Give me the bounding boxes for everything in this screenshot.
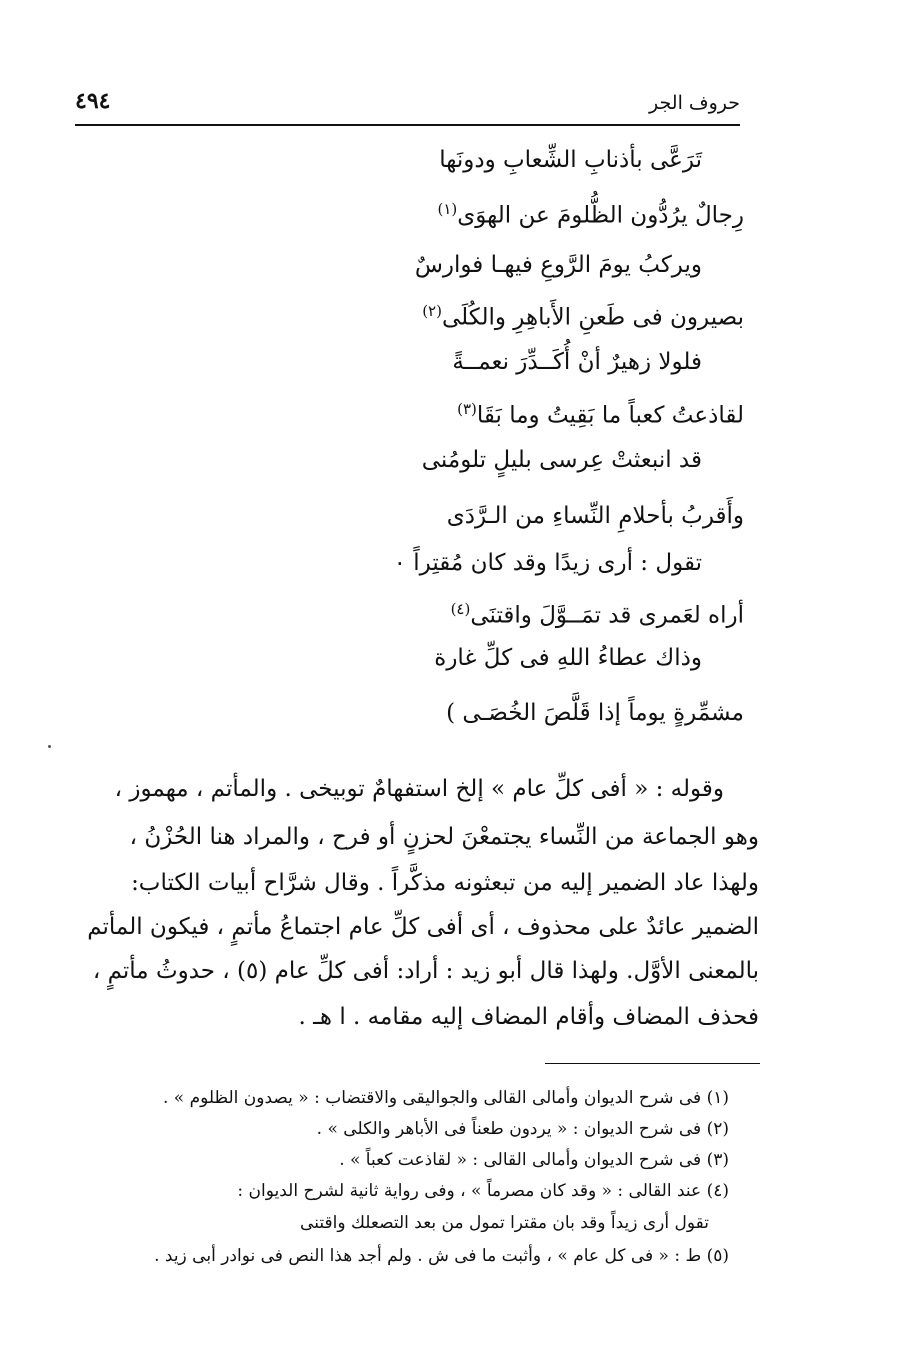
paragraph-line: فحذف المضاف وأقام المضاف إليه مقامه . ا هـ . bbox=[298, 1004, 759, 1030]
verse-text: بصيرون فى طَعنِ الأَباهِرِ والكُلَى bbox=[441, 304, 744, 331]
verse-text: قد انبعثتْ عِرسى بليلٍ تلومُنى bbox=[421, 447, 702, 473]
verse-text: وذاك عطاءُ اللهِ فى كلِّ غارة bbox=[434, 645, 702, 671]
verse-line bbox=[422, 302, 744, 331]
footnote: (١) فى شرح الديوان وأمالى القالى والجواليقى والاقتضاب : « يصدون الظلوم » . bbox=[163, 1088, 729, 1108]
verse-text: فلولا زهيرٌ أنْ أُكَــدِّرَ نعمــةً bbox=[452, 349, 702, 375]
scan-speck bbox=[48, 745, 51, 748]
verse-line bbox=[415, 252, 702, 278]
verse-text: تقول : أرى زيدًا وقد كان مُقتِراً ٠ bbox=[393, 550, 702, 576]
verse-text: وأَقربُ بأحلامِ النِّساءِ من الـرَّدَى bbox=[446, 503, 744, 529]
verse-text: تَرَعَّى بأذنابِ الشِّعابِ ودونَها bbox=[439, 147, 702, 173]
verse-line bbox=[437, 200, 744, 229]
verse-text: مشمِّرةٍ يوماً إذا قَلَّصَ الخُصَـى ) bbox=[446, 700, 744, 726]
verse-line bbox=[452, 349, 702, 375]
footnote: (٤) عند القالى : « وقد كان مصرماً » ، وفى رواية ثانية لشرح الديوان : bbox=[237, 1181, 729, 1201]
verse-line bbox=[446, 700, 744, 726]
footnote-rule bbox=[545, 1063, 760, 1064]
verse-text: لقاذعتُ كعباً ما بَقِيتُ وما بَقَا bbox=[476, 402, 744, 429]
paragraph-line: ولهذا عاد الضمير إليه من تبعثونه مذكَّراً . وقال شرَّاح أبيات الكتاب: bbox=[131, 870, 759, 896]
verse-line bbox=[422, 447, 702, 473]
verse-line bbox=[439, 147, 702, 173]
verse-line bbox=[451, 600, 744, 629]
verse-line bbox=[447, 503, 744, 529]
paragraph-line: وقوله : « أفى كلِّ عام » إلخ استفهامٌ توبيخى . والمأتم ، مهموز ، bbox=[114, 776, 724, 802]
page-number: ٤٩٤ bbox=[75, 88, 111, 114]
paragraph-line: وهو الجماعة من النِّساء يجتمعْنَ لحزنٍ أو فرح ، والمراد هنا الحُزْنُ ، bbox=[129, 824, 759, 850]
footnote-marker: (٢) bbox=[422, 302, 442, 320]
verse-text: أراه لعَمرى قد تمَــوَّلَ واقتنَى bbox=[470, 602, 744, 629]
verse-text: ويركبُ يومَ الرَّوعِ فيهـا فوارسٌ bbox=[414, 252, 702, 278]
footnote: (٢) فى شرح الديوان : « يردون طعناً فى الأباهر والكلى » . bbox=[316, 1119, 729, 1139]
footnote: (٣) فى شرح الديوان وأمالى القالى : « لقاذعت كعباً » . bbox=[339, 1150, 729, 1170]
footnote: (٥) ط : « فى كل عام » ، وأثبت ما فى ش . ولم أجد هذا النص فى نوادر أبى زيد . bbox=[154, 1246, 729, 1266]
footnote-marker: (١) bbox=[437, 200, 458, 218]
verse-line bbox=[394, 550, 702, 576]
paragraph-line: بالمعنى الأوَّل. ولهذا قال أبو زيد : أراد: أفى كلِّ عام (٥) ، حدوثُ مأتمٍ ، bbox=[92, 958, 759, 984]
verse-line bbox=[434, 645, 702, 671]
verse-text: رِجالٌ يرُدُّون الظُّلومَ عن الهوَى bbox=[457, 202, 744, 229]
running-title: حروف الجر bbox=[649, 92, 740, 114]
footnote-marker: (٤) bbox=[450, 600, 471, 618]
paragraph-line: الضمير عائدٌ على محذوف ، أى أفى كلِّ عام اجتماعُ مأتمٍ ، فيكون المأتم bbox=[87, 914, 759, 940]
header-rule bbox=[75, 124, 740, 126]
verse-line bbox=[457, 400, 744, 429]
footnote: تقول أرى زيداً وقد بان مقترا تمول من بعد التصعلك واقتنى bbox=[300, 1213, 709, 1233]
page-header bbox=[75, 88, 740, 124]
footnote-marker: (٣) bbox=[457, 400, 477, 418]
